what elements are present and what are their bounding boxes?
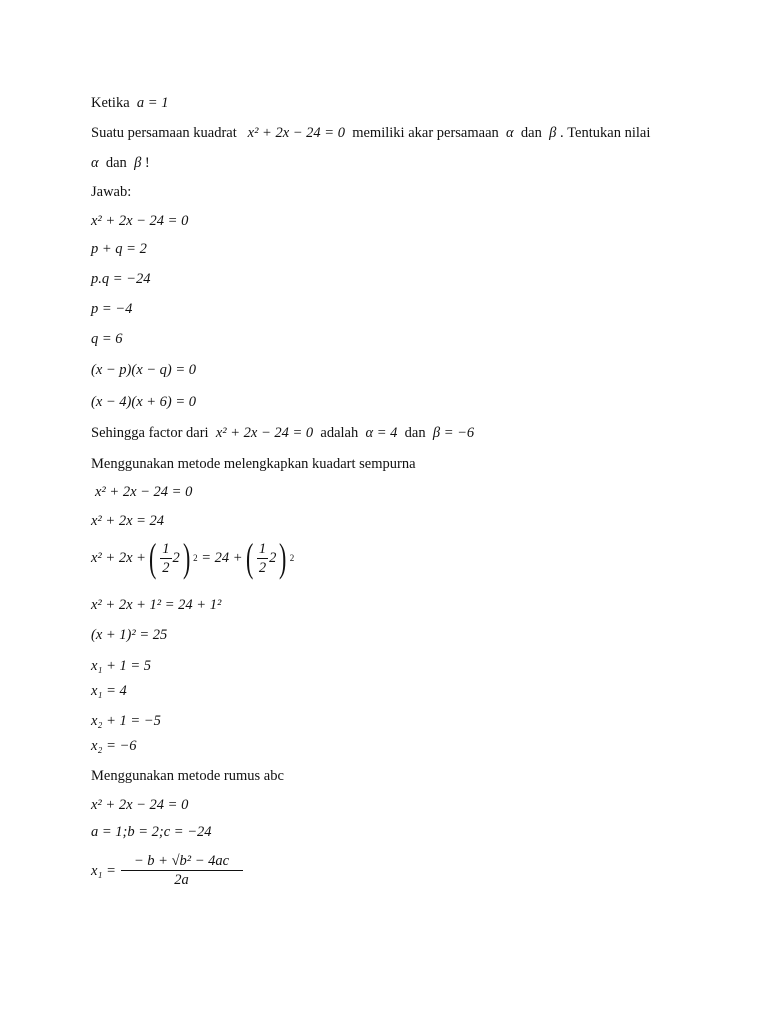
line-k4: x² + 2x + 1² = 24 + 1²	[91, 597, 222, 613]
line-product: p.q = −24	[91, 271, 151, 287]
line-factor-pq: (x − p)(x − q) = 0	[91, 362, 197, 378]
math-equation: x² + 2x − 24 = 0	[247, 125, 345, 141]
math-k3-left: x² + 2x +	[91, 550, 146, 566]
math-sehingga-eq: x² + 2x − 24 = 0	[215, 425, 314, 441]
line-a1: x² + 2x − 24 = 0	[91, 797, 189, 813]
text-dan-2: dan	[105, 155, 127, 171]
frac-mult-2: 2	[269, 550, 277, 566]
line-k9: x₂ = −6	[91, 738, 137, 754]
text-problem-c: . Tentukan nilai	[559, 125, 651, 141]
math-alpha-2: α	[91, 155, 99, 171]
math-a-equals-1: a = 1	[136, 95, 169, 111]
math-k3-mid: = 24 +	[201, 550, 243, 566]
math-alpha-value: α = 4	[365, 425, 398, 441]
line-k7: x₁ = 4	[91, 683, 127, 699]
line-problem	[91, 124, 650, 142]
text-sehingga: Sehingga factor dari	[91, 425, 209, 441]
heading-rumus-abc: Menggunakan metode rumus abc	[91, 768, 284, 784]
line-sum: p + q = 2	[91, 241, 147, 257]
fraction-abc	[121, 852, 243, 889]
fraction-half-1	[160, 540, 171, 577]
line-alpha-beta	[91, 154, 150, 172]
line-k3: x² + 2x + ( $\frac{1}{2}$ 2 ) 2 = 24 + ( $\frac{1}{2}$ 2 ) 2	[91, 535, 295, 580]
line-p-value: p = −4	[91, 301, 133, 317]
frac-den-2: 2	[258, 559, 267, 576]
text-adalah: adalah	[320, 425, 359, 441]
math-beta-value: β = −6	[432, 425, 475, 441]
paren-open-1: (	[148, 535, 157, 580]
line-eq-main: x² + 2x − 24 = 0	[91, 213, 189, 229]
frac-num-2: 1	[258, 540, 267, 557]
line-k5: (x + 1)² = 25	[91, 627, 168, 643]
abc-numerator: − b + √b² − 4ac	[121, 852, 243, 871]
line-factor-num: (x − 4)(x + 6) = 0	[91, 394, 197, 410]
line-jawab: Jawab:	[91, 184, 132, 200]
line-sehingga	[91, 424, 474, 442]
fraction-half-2	[257, 540, 268, 577]
line-k6: x₁ + 1 = 5	[91, 658, 152, 674]
text-exclaim: !	[144, 155, 150, 171]
text-dan: dan	[520, 125, 542, 141]
math-alpha: α	[506, 125, 514, 141]
line-abc-formula	[91, 852, 244, 889]
text-problem-a: Suatu persamaan kuadrat	[91, 125, 237, 141]
line-ketika	[91, 94, 168, 112]
line-k2: x² + 2x = 24	[91, 513, 165, 529]
math-beta-2: β	[134, 155, 142, 171]
line-k1: x² + 2x − 24 = 0	[95, 484, 193, 500]
line-q-value: q = 6	[91, 331, 123, 347]
line-k8: x₂ + 1 = −5	[91, 713, 161, 729]
math-beta: β	[549, 125, 557, 141]
heading-kuadrat-sempurna: Menggunakan metode melengkapkan kuadart sempurna	[91, 456, 416, 472]
text-dan-3: dan	[404, 425, 426, 441]
text-problem-b: memiliki akar persamaan	[352, 125, 499, 141]
frac-mult-1: 2	[172, 550, 180, 566]
text-ketika: Ketika	[91, 95, 130, 111]
abc-denominator: 2a	[174, 872, 189, 888]
paren-open-2: (	[245, 535, 253, 580]
paren-close-1: )	[182, 535, 191, 580]
paren-close-2: )	[279, 535, 287, 580]
frac-den-1: 2	[162, 559, 170, 576]
line-a2: a = 1;b = 2;c = −24	[91, 824, 212, 840]
frac-num-1: 1	[162, 540, 170, 557]
math-x1-equals: x₁ =	[91, 862, 116, 879]
